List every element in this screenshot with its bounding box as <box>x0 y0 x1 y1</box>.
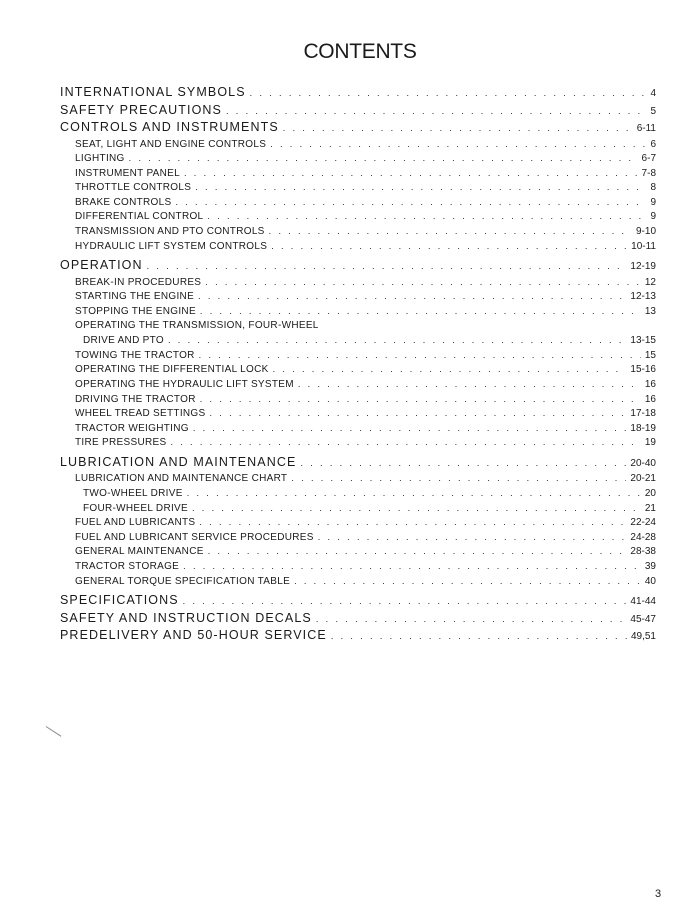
toc-entry <box>60 289 656 304</box>
toc-entry <box>60 257 656 275</box>
dot-leader <box>147 258 627 276</box>
dot-leader <box>209 406 626 421</box>
toc-entry-page: 40 <box>644 575 656 587</box>
toc-entry-label: BRAKE CONTROLS <box>75 196 172 208</box>
dot-leader <box>300 455 626 473</box>
toc-entry-label: TRANSMISSION AND PTO CONTROLS <box>75 226 265 238</box>
dot-leader <box>200 392 641 407</box>
dot-leader <box>199 348 641 363</box>
dot-leader <box>273 362 627 377</box>
dot-leader <box>207 209 646 224</box>
table-of-contents <box>60 84 656 645</box>
toc-entry-page: 39 <box>644 560 656 572</box>
dot-leader <box>298 377 641 392</box>
dot-leader <box>200 304 641 319</box>
toc-entry-label: TIRE PRESSURES <box>75 437 167 449</box>
toc-entry <box>60 574 656 589</box>
toc-entry-page: 10-11 <box>631 240 656 252</box>
toc-entry-page: 18-19 <box>630 422 656 434</box>
toc-entry <box>60 421 656 436</box>
toc-entry <box>60 319 656 334</box>
toc-entry-label: OPERATION <box>60 258 143 273</box>
toc-entry <box>60 610 656 628</box>
dot-leader <box>183 559 641 574</box>
toc-entry <box>60 275 656 290</box>
dot-leader <box>184 166 638 181</box>
toc-entry-page: 9 <box>650 211 656 223</box>
toc-entry-page: 4 <box>650 88 656 99</box>
toc-entry-label: FOUR-WHEEL DRIVE <box>83 502 188 514</box>
toc-entry-label: LUBRICATION AND MAINTENANCE CHART <box>75 473 288 485</box>
toc-entry-page: 24-28 <box>630 531 656 543</box>
toc-entry <box>60 84 656 102</box>
dot-leader <box>198 289 626 304</box>
toc-entry <box>60 454 656 472</box>
toc-entry-label: DIFFERENTIAL CONTROL <box>75 211 204 223</box>
toc-entry-label: OPERATING THE TRANSMISSION, FOUR-WHEEL <box>75 319 319 331</box>
toc-entry <box>60 592 656 610</box>
toc-entry <box>60 627 656 645</box>
dot-leader <box>192 501 641 516</box>
dot-leader <box>316 611 627 629</box>
toc-entry-page: 21 <box>644 502 656 514</box>
toc-entry <box>60 180 656 195</box>
toc-entry-label: DRIVING THE TRACTOR <box>75 393 196 405</box>
toc-entry-page: 20-40 <box>630 457 656 469</box>
toc-entry-page: 17-18 <box>630 408 656 420</box>
toc-entry <box>60 166 656 181</box>
toc-entry-page: 6-7 <box>641 153 656 165</box>
dot-leader <box>294 574 641 589</box>
toc-entry-page: 15 <box>644 349 656 361</box>
dot-leader <box>270 137 646 152</box>
toc-entry-label: SPECIFICATIONS <box>60 593 179 608</box>
dot-leader <box>193 421 627 436</box>
toc-entry-label: OPERATING THE HYDRAULIC LIFT SYSTEM <box>75 378 294 390</box>
dot-leader <box>170 435 640 450</box>
dot-leader <box>269 224 632 239</box>
toc-entry <box>60 406 656 421</box>
toc-entry <box>60 137 656 152</box>
toc-entry-label: CONTROLS AND INSTRUMENTS <box>60 120 279 134</box>
toc-entry-label: GENERAL TORQUE SPECIFICATION TABLE <box>75 575 291 587</box>
toc-entry <box>60 348 656 363</box>
toc-entry <box>60 435 656 450</box>
dot-leader <box>199 515 626 530</box>
toc-entry-label: STOPPING THE ENGINE <box>75 305 196 317</box>
page-number: 3 <box>655 888 662 900</box>
toc-entry-page: 6 <box>650 138 656 150</box>
toc-entry-label: THROTTLE CONTROLS <box>75 182 192 194</box>
toc-entry <box>60 209 656 224</box>
toc-entry-page: 45-47 <box>630 613 656 625</box>
toc-entry-label: GENERAL MAINTENANCE <box>75 546 204 558</box>
toc-entry-label: TWO-WHEEL DRIVE <box>83 487 183 499</box>
toc-entry-page: 5 <box>650 105 656 117</box>
toc-entry-label: INSTRUMENT PANEL <box>75 167 180 179</box>
toc-entry-label: HYDRAULIC LIFT SYSTEM CONTROLS <box>75 240 268 252</box>
toc-entry <box>60 377 656 392</box>
toc-entry-page: 22-24 <box>630 517 656 529</box>
toc-entry-page: 49,51 <box>630 631 656 643</box>
toc-entry <box>60 304 656 319</box>
toc-entry <box>60 195 656 210</box>
toc-entry-label: DRIVE AND PTO <box>83 335 164 347</box>
toc-entry <box>60 333 656 348</box>
toc-entry-page: 12 <box>644 276 656 288</box>
dot-leader <box>205 275 641 290</box>
toc-entry <box>60 392 656 407</box>
dot-leader <box>129 151 638 166</box>
toc-entry-label: FUEL AND LUBRICANTS <box>75 517 196 529</box>
toc-entry-page: 19 <box>644 437 656 449</box>
toc-entry <box>60 102 656 120</box>
toc-entry-label: STARTING THE ENGINE <box>75 291 195 303</box>
dot-leader <box>331 628 627 646</box>
dot-leader <box>168 333 626 348</box>
toc-entry-page: 16 <box>644 378 656 390</box>
dot-leader <box>271 239 627 254</box>
toc-entry-label: FUEL AND LUBRICANT SERVICE PROCEDURES <box>75 531 314 543</box>
page-title: CONTENTS <box>303 40 417 63</box>
toc-entry-label: BREAK-IN PROCEDURES <box>75 276 202 288</box>
toc-entry <box>60 471 656 486</box>
toc-entry <box>60 239 656 254</box>
toc-entry <box>60 530 656 545</box>
toc-entry-page: 6-11 <box>636 123 656 134</box>
toc-entry-page: 9 <box>650 196 656 208</box>
toc-entry <box>60 486 656 501</box>
dot-leader <box>183 593 627 611</box>
dot-leader <box>291 471 626 486</box>
toc-entry-page: 15-16 <box>630 364 656 376</box>
toc-entry-page: 16 <box>644 393 656 405</box>
toc-entry-page: 28-38 <box>630 546 656 558</box>
toc-entry-page: 13 <box>644 305 656 317</box>
stray-pen-mark <box>46 726 62 737</box>
toc-entry-label: LIGHTING <box>75 153 125 165</box>
toc-entry-page: 12-19 <box>630 261 656 273</box>
toc-entry-label: SAFETY PRECAUTIONS <box>60 102 222 117</box>
toc-entry-label: TRACTOR WEIGHTING <box>75 422 189 434</box>
dot-leader <box>318 530 627 545</box>
toc-entry-page: 20-21 <box>630 473 656 485</box>
toc-entry <box>60 501 656 516</box>
toc-entry-page: 13-15 <box>630 335 656 347</box>
toc-entry-label: PREDELIVERY AND 50-HOUR SERVICE <box>60 628 327 643</box>
dot-leader <box>250 85 647 103</box>
toc-entry-page: 9-10 <box>635 226 656 238</box>
toc-entry <box>60 224 656 239</box>
toc-entry-page: 12-13 <box>630 291 656 303</box>
toc-entry-page: 20 <box>644 487 656 499</box>
toc-entry <box>60 151 656 166</box>
toc-entry <box>60 362 656 377</box>
toc-entry-label: LUBRICATION AND MAINTENANCE <box>60 454 297 469</box>
toc-entry-page: 7-8 <box>641 167 656 179</box>
toc-entry-label: OPERATING THE DIFFERENTIAL LOCK <box>75 364 269 376</box>
toc-entry <box>60 515 656 530</box>
toc-entry-label: TOWING THE TRACTOR <box>75 349 195 361</box>
toc-entry-label: INTERNATIONAL SYMBOLS <box>60 85 246 99</box>
dot-leader <box>187 486 641 501</box>
toc-entry-page: 41-44 <box>630 596 656 608</box>
dot-leader <box>175 195 646 210</box>
toc-entry-page: 8 <box>650 182 656 194</box>
toc-entry <box>60 119 656 137</box>
toc-entry-label: SEAT, LIGHT AND ENGINE CONTROLS <box>75 138 267 150</box>
toc-entry <box>60 544 656 559</box>
dot-leader <box>226 103 646 121</box>
dot-leader <box>195 180 646 195</box>
toc-entry <box>60 559 656 574</box>
toc-entry-label: WHEEL TREAD SETTINGS <box>75 408 206 420</box>
dot-leader <box>283 120 633 138</box>
dot-leader <box>208 544 627 559</box>
toc-entry-label: SAFETY AND INSTRUCTION DECALS <box>60 610 312 625</box>
toc-entry-label: TRACTOR STORAGE <box>75 560 180 572</box>
